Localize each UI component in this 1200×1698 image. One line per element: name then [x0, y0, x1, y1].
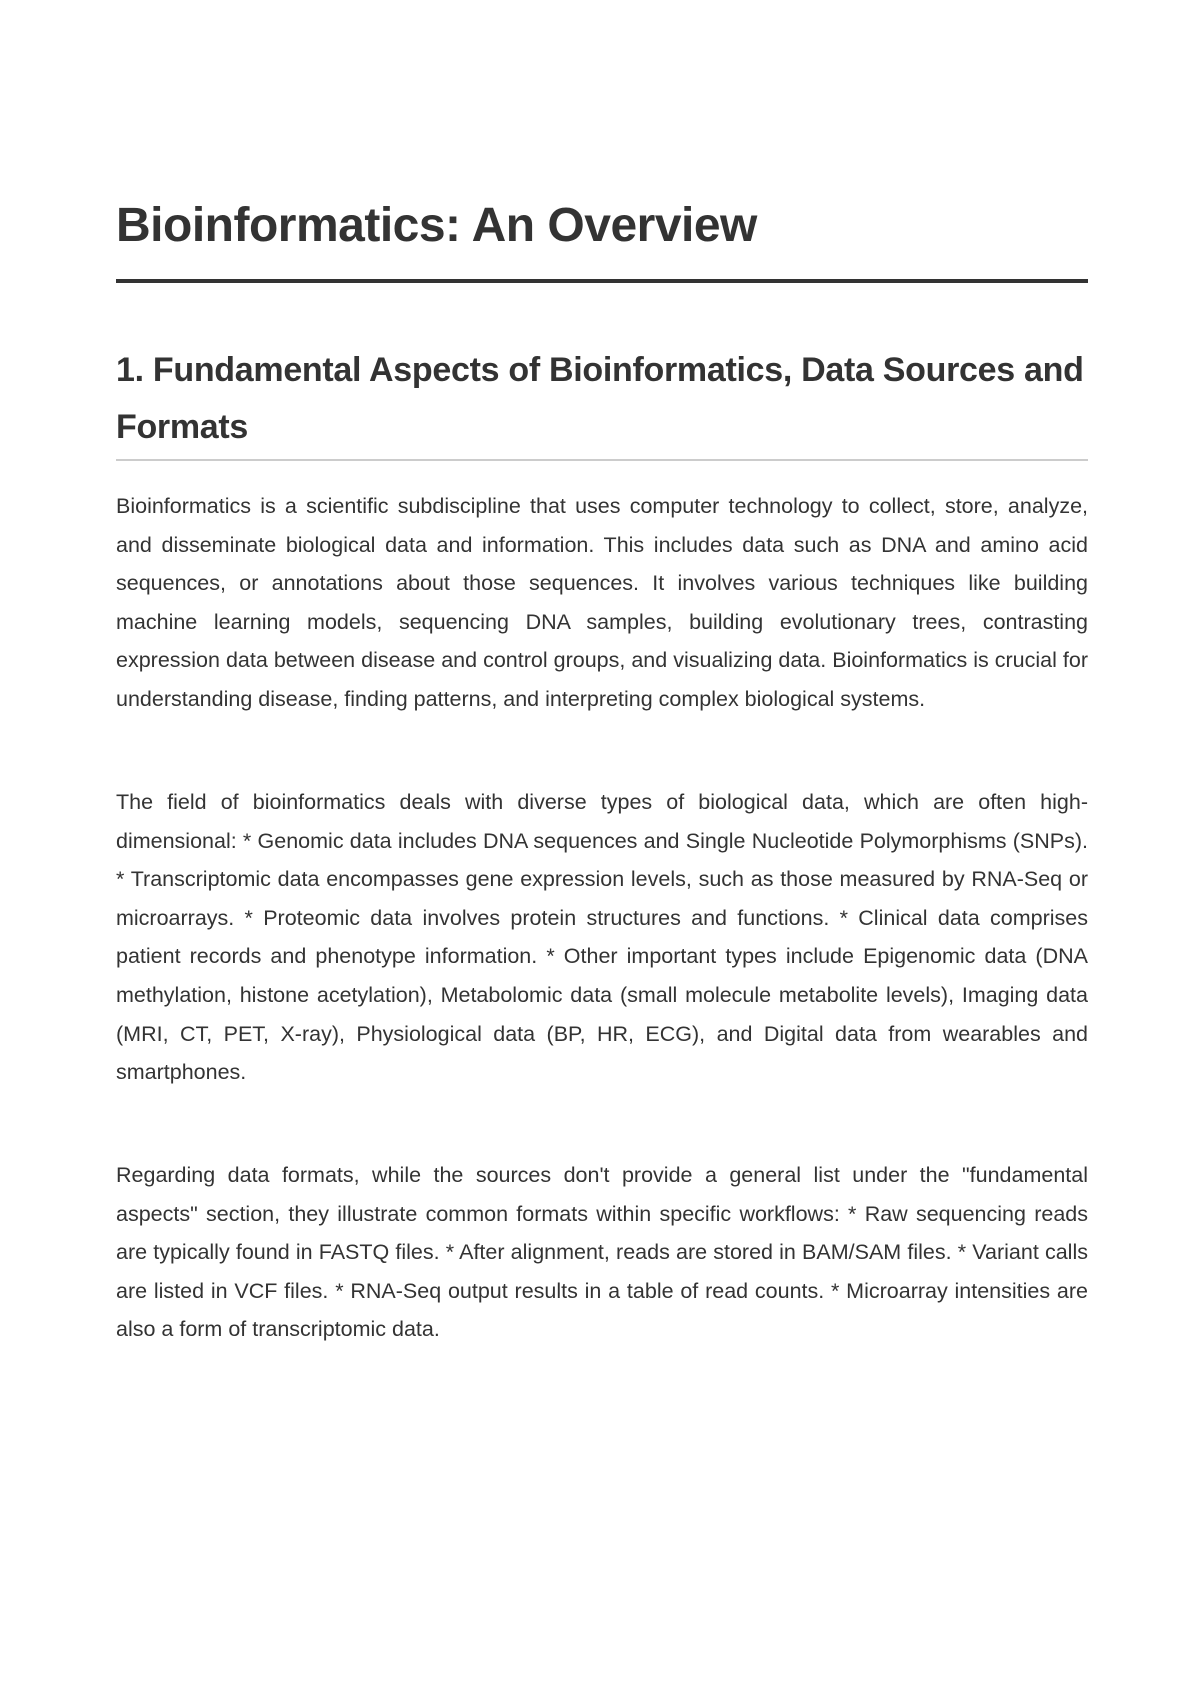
paragraph-data-formats: Regarding data formats, while the sources don't provide a general list under the "fundamental aspects" section, they illustrate common formats within specific workflows: * Raw sequencing reads are typically found in FASTQ files. * After alignment, reads are stored in BAM/SAM files. * Variant calls are listed in VCF files. * RNA-Seq output results in a table of read counts. * Microarray intensities are also a form of transcriptomic data.	[116, 1163, 1088, 1342]
paragraph-data-types: The field of bioinformatics deals with diverse types of biological data, which are often high-dimensional: * Genomic data includes DNA sequences and Single Nucleotide Polymorphisms (SNPs). * Transcriptomic data encompasses gene expression levels, such as those measured by RNA-Seq or microarrays. * Proteomic data involves protein structures and functions. * Clinical data comprises patient records and phenotype information. * Other important types include Epigenomic data (DNA methylation, histone acetylation), Metabolomic data (small molecule metabolite levels), Imaging data (MRI, CT, PET, X-ray), Physiological data (BP, HR, ECG), and Digital data from wearables and smartphones.	[116, 790, 1088, 1085]
section-divider	[116, 459, 1088, 461]
paragraph-definition: Bioinformatics is a scientific subdiscipline that uses computer technology to collect, store, analyze, and disseminate biological data and information. This includes data such as DNA and amino acid sequences, or annotations about those sequences. It involves various techniques like building machine learning models, sequencing DNA samples, building evolutionary trees, contrasting expression data between disease and control groups, and visualizing data. Bioinformatics is crucial for understanding disease, finding patterns, and interpreting complex biological systems.	[116, 494, 1088, 711]
section-heading: 1. Fundamental Aspects of Bioinformatics, Data Sources and Formats	[116, 351, 1084, 446]
title-divider	[116, 279, 1088, 283]
document-title: Bioinformatics: An Overview	[116, 199, 757, 252]
